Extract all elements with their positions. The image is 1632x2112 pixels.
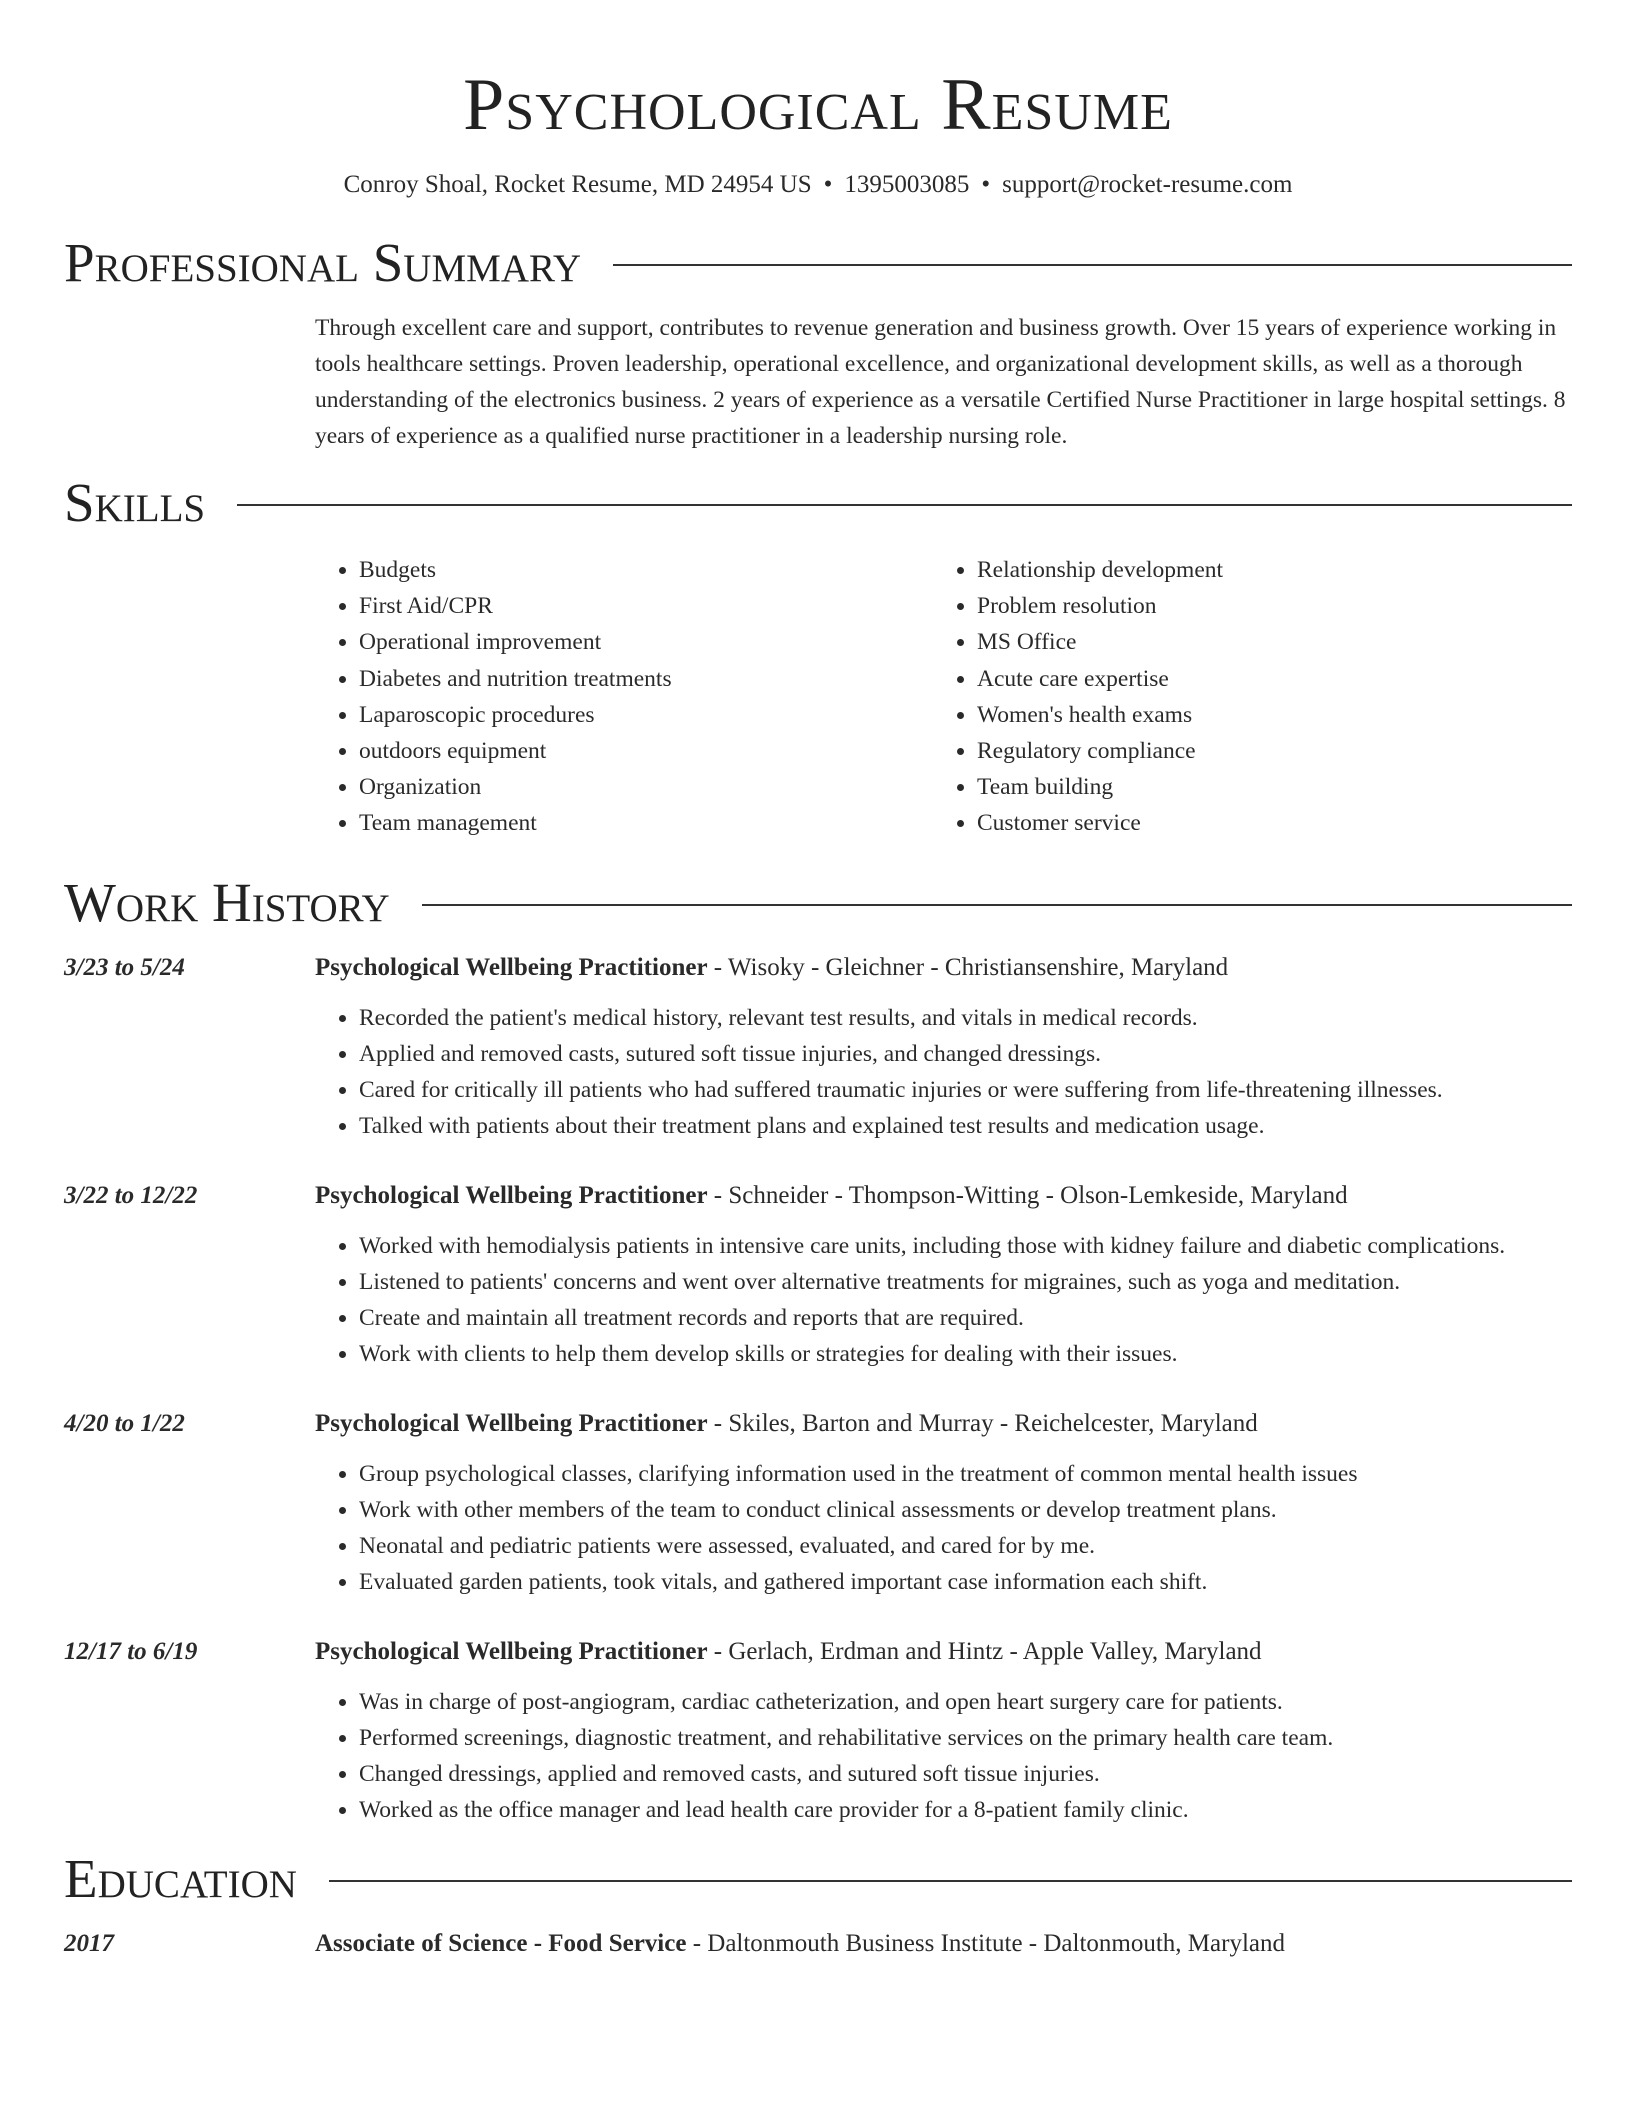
resume-page: [64, 0, 1572, 1962]
job-info: [315, 950, 1228, 986]
job-title: Psychological Wellbeing Practitioner: [315, 1409, 708, 1437]
contact-line: [64, 170, 1572, 200]
education-info: [315, 1926, 1285, 1962]
job-header: [64, 950, 1572, 986]
skill-item: • Team building: [977, 769, 1537, 805]
skill-item: • Problem resolution: [977, 588, 1537, 624]
job-bullet: • Listened to patients' concerns and went over alternative treatments for migraines, such as yoga and meditation.: [359, 1264, 1572, 1300]
job-bullet: • Create and maintain all treatment records and reports that are required.: [359, 1300, 1572, 1336]
skill-item: • Team management: [359, 805, 933, 841]
work-section-header: [64, 870, 1572, 936]
skill-item: • Women's health exams: [977, 697, 1537, 733]
summary-section-header: [64, 230, 1572, 296]
job-bullet: • Was in charge of post-angiogram, cardiac catheterization, and open heart surgery care for patients.: [359, 1684, 1572, 1720]
education-heading: Education: [64, 1847, 297, 1909]
job-employer: - Wisoky - Gleichner - Christiansenshire, Maryland: [707, 953, 1229, 981]
job-header: [64, 1634, 1572, 1670]
job-header: [64, 1178, 1572, 1214]
job-bullet: • Worked as the office manager and lead health care provider for a 8-patient family clinic.: [359, 1792, 1572, 1828]
job-bullet: • Group psychological classes, clarifying information used in the treatment of common mental health issues: [359, 1456, 1572, 1492]
job-bullets: [315, 1228, 1572, 1372]
skill-item: • First Aid/CPR: [359, 588, 933, 624]
skill-item: • Acute care expertise: [977, 661, 1537, 697]
contact-email[interactable]: support@rocket-resume.com: [1002, 171, 1293, 198]
job-title: Psychological Wellbeing Practitioner: [315, 1181, 708, 1209]
job-entry: [64, 1178, 1572, 1372]
section-divider: [237, 504, 1572, 506]
job-bullet: • Cared for critically ill patients who had suffered traumatic injuries or were suffering from life-threatening illnesses.: [359, 1072, 1572, 1108]
job-dates: 4/20 to 1/22: [64, 1409, 185, 1437]
job-info: [315, 1406, 1258, 1442]
skills-section-header: [64, 470, 1572, 536]
job-info: [315, 1634, 1262, 1670]
job-bullets: [315, 1000, 1572, 1144]
job-dates: 3/23 to 5/24: [64, 953, 185, 981]
skills-column-left: [315, 552, 933, 842]
contact-separator: •: [823, 171, 833, 198]
job-bullet: • Talked with patients about their treatment plans and explained test results and medication usage.: [359, 1108, 1572, 1144]
section-divider: [422, 904, 1572, 906]
skill-item: • Regulatory compliance: [977, 733, 1537, 769]
job-bullet: • Worked with hemodialysis patients in intensive care units, including those with kidney failure and diabetic complications.: [359, 1228, 1572, 1264]
job-bullet: • Recorded the patient's medical history, relevant test results, and vitals in medical records.: [359, 1000, 1572, 1036]
job-bullet: • Work with clients to help them develop skills or strategies for dealing with their issues.: [359, 1336, 1572, 1372]
job-info: [315, 1178, 1348, 1214]
work-heading: Work History: [64, 871, 390, 933]
skill-item: • Relationship development: [977, 552, 1537, 588]
job-entry: [64, 950, 1572, 1144]
job-dates: 12/17 to 6/19: [64, 1637, 198, 1665]
section-divider: [613, 264, 1572, 266]
job-employer: - Gerlach, Erdman and Hintz - Apple Valley, Maryland: [707, 1637, 1262, 1665]
job-dates: 3/22 to 12/22: [64, 1181, 198, 1209]
skill-item: • Customer service: [977, 805, 1537, 841]
skill-item: • Laparoscopic procedures: [359, 697, 933, 733]
skill-item: • Organization: [359, 769, 933, 805]
skills-heading: Skills: [64, 472, 206, 533]
summary-text: Through excellent care and support, contributes to revenue generation and business growth. Over 15 years of experience working in tools healthcare settings. Proven leadership, operational excellence, and organizational development skills, as well as a thorough understanding of the electronics business. 2 years of experience as a versatile Certified Nurse Practitioner in large hospital settings. 8 years of experience as a qualified nurse practitioner in a leadership nursing role.: [315, 315, 1566, 449]
contact-phone: 1395003085: [844, 171, 970, 198]
job-bullets: [315, 1456, 1572, 1600]
job-entry: [64, 1634, 1572, 1828]
job-bullets: [315, 1684, 1572, 1828]
job-bullet: • Evaluated garden patients, took vitals, and gathered important case information each shift.: [359, 1564, 1572, 1600]
contact-address: Conroy Shoal, Rocket Resume, MD 24954 US: [343, 171, 812, 198]
job-bullet: • Applied and removed casts, sutured soft tissue injuries, and changed dressings.: [359, 1036, 1572, 1072]
job-bullet: • Neonatal and pediatric patients were assessed, evaluated, and cared for by me.: [359, 1528, 1572, 1564]
resume-title: Psychological Resume: [463, 64, 1173, 146]
job-bullet: • Performed screenings, diagnostic treatment, and rehabilitative services on the primary health care team.: [359, 1720, 1572, 1756]
education-school: - Daltonmouth Business Institute - Daltonmouth, Maryland: [686, 1929, 1285, 1957]
education-entry: [64, 1926, 1572, 1962]
skill-item: • Budgets: [359, 552, 933, 588]
skill-item: • Operational improvement: [359, 624, 933, 660]
job-entry: [64, 1406, 1572, 1600]
job-employer: - Schneider - Thompson-Witting - Olson-Lemkeside, Maryland: [707, 1181, 1348, 1209]
skills-column-right: [933, 552, 1537, 842]
skill-item: • outdoors equipment: [359, 733, 933, 769]
job-header: [64, 1406, 1572, 1442]
skills-list: [315, 552, 1572, 842]
job-title: Psychological Wellbeing Practitioner: [315, 1637, 708, 1665]
summary-heading: Professional Summary: [64, 232, 582, 293]
skill-item: • Diabetes and nutrition treatments: [359, 661, 933, 697]
job-title: Psychological Wellbeing Practitioner: [315, 953, 708, 981]
contact-separator: •: [981, 171, 991, 198]
education-section-header: [64, 1846, 1572, 1912]
job-employer: - Skiles, Barton and Murray - Reichelcester, Maryland: [707, 1409, 1258, 1437]
skill-item: • MS Office: [977, 624, 1537, 660]
education-year: 2017: [64, 1929, 114, 1957]
job-bullet: • Changed dressings, applied and removed casts, and sutured soft tissue injuries.: [359, 1756, 1572, 1792]
job-bullet: • Work with other members of the team to conduct clinical assessments or develop treatment plans.: [359, 1492, 1572, 1528]
section-divider: [329, 1880, 1572, 1882]
education-degree: Associate of Science - Food Service: [315, 1929, 687, 1957]
